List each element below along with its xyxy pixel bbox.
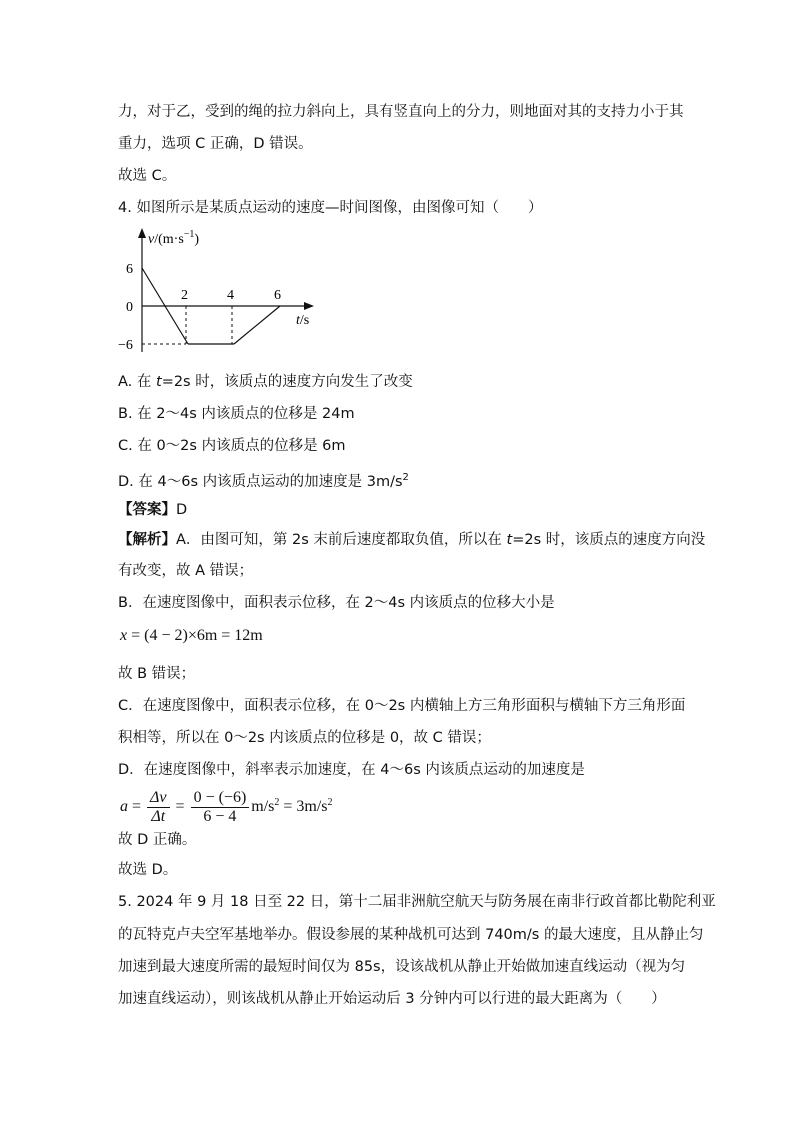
vt-graph xyxy=(114,226,324,361)
q4-analysis-a1: 【解析】A．由图可知，第 2s 末前后速度都取负值，所以在 t=2s 时，该质点的速度方向没 xyxy=(118,532,706,548)
q5-line-2: 的瓦特克卢夫空军基地举办。假设参展的某种战机可达到 740m/s 的最大速度，且从静止匀 xyxy=(118,927,704,943)
q4-conclusion: 故选 D。 xyxy=(118,862,178,878)
q4-option-d: D. 在 4～6s 内该质点运动的加速度是 $3m/s^2$ xyxy=(118,472,409,490)
y-axis-close: ) xyxy=(194,232,200,247)
q4-option-c: C. 在 0～2s 内该质点的位移是 6m xyxy=(118,438,346,454)
q4-analysis-c1: C．在速度图像中，面积表示位移，在 0～2s 内横轴上方三角形面积与横轴下方三角形面 xyxy=(118,698,686,714)
q5-line-4: 加速直线运动），则该战机从静止开始运动后 3 分钟内可以行进的最大距离为（ ） xyxy=(118,991,666,1007)
y-axis-var: v xyxy=(148,232,155,247)
q4-stem: 4. 如图所示是某质点运动的速度—时间图像，由图像可知（ ） xyxy=(118,200,543,216)
y-axis-arrow xyxy=(138,228,146,238)
y-tick-6: 6 xyxy=(126,262,133,277)
q4-option-a: A. 在 t=2s 时，该质点的速度方向发生了改变 xyxy=(118,374,413,390)
y-tick-neg6: −6 xyxy=(118,338,133,353)
frac-delta: $\frac{\Delta v}{\Delta t}$ xyxy=(147,789,170,826)
prev-text-line-2: 重力，选项 C 正确，D 错误。 xyxy=(118,136,313,152)
x-axis-label: t/s xyxy=(296,313,310,328)
equation-acceleration: a = $\frac{\Delta v}{\Delta t}$ = $\frac{0 - (-6)}{6 - 4}$ $m/s^2 = 3m/s^2$ xyxy=(120,788,333,825)
vt-segment-2 xyxy=(234,306,280,344)
q5-line-3: 加速到最大速度所需的最短时间仅为 85s，设该战机从静止开始做加速直线运动（视为匀 xyxy=(118,959,686,975)
q4-analysis-b-end: 故 B 错误； xyxy=(118,666,196,682)
x-axis-arrow xyxy=(304,302,314,310)
y-axis-unit: /(m·s xyxy=(154,232,184,247)
x-tick-6: 6 xyxy=(274,288,281,303)
q5-line-1: 5. 2024 年 9 月 18 日至 22 日，第十二届非洲航空航天与防务展在南非行政首都比勒陀利亚 xyxy=(118,894,716,910)
prev-conclusion: 故选 C。 xyxy=(118,168,177,184)
analysis-label: 【解析】 xyxy=(118,532,176,548)
q4-answer: 【答案】D xyxy=(118,502,188,518)
y-tick-0: 0 xyxy=(126,300,133,315)
equation-displacement: x = (4 − 2)×6m = 12m xyxy=(120,627,263,644)
y-axis-unit-exp: −1 xyxy=(183,229,195,240)
q4-analysis-b1: B．在速度图像中，面积表示位移，在 2～4s 内该质点的位移大小是 xyxy=(118,595,555,611)
y-axis-label xyxy=(148,229,199,247)
q4-analysis-d1: D．在速度图像中，斜率表示加速度，在 4～6s 内该质点运动的加速度是 xyxy=(118,762,585,778)
x-tick-2: 2 xyxy=(181,288,188,303)
q4-analysis-c2: 积相等，所以在 0～2s 内该质点的位移是 0，故 C 错误； xyxy=(118,730,491,746)
frac-values: $\frac{0 - (-6)}{6 - 4}$ xyxy=(191,789,250,826)
answer-label: 【答案】 xyxy=(118,502,176,518)
q4-analysis-a2: 有改变，故 A 错误； xyxy=(118,563,254,579)
prev-text-line-1: 力，对于乙，受到的绳的拉力斜向上，具有竖直向上的分力，则地面对其的支持力小于其 xyxy=(118,104,684,120)
x-tick-4: 4 xyxy=(227,288,234,303)
q4-analysis-d-end: 故 D 正确。 xyxy=(118,832,197,848)
q4-option-b: B. 在 2～4s 内该质点的位移是 24m xyxy=(118,406,355,422)
